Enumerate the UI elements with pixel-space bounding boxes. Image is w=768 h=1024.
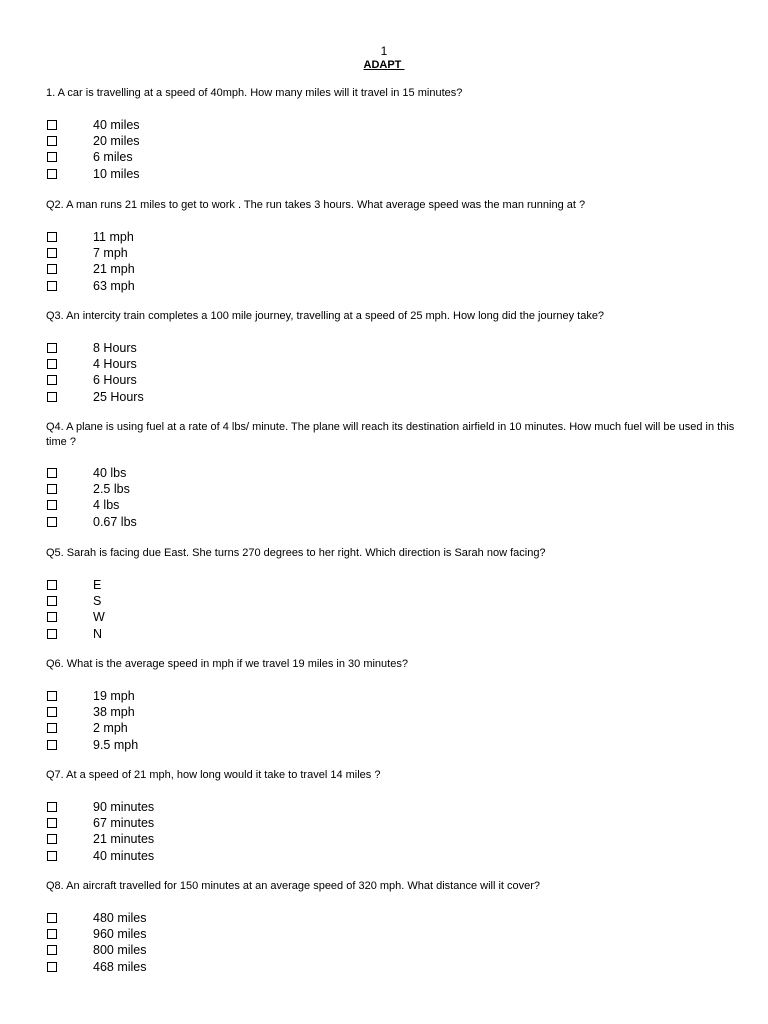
- option-label: 21 minutes: [93, 832, 155, 847]
- answer-option-q7-3[interactable]: [46, 831, 346, 847]
- answer-option-q8-1[interactable]: [46, 910, 346, 926]
- answer-option-q4-1[interactable]: [46, 465, 346, 481]
- checkbox[interactable]: [47, 169, 57, 179]
- checkbox[interactable]: [47, 945, 57, 955]
- checkbox[interactable]: [47, 248, 57, 258]
- checkbox[interactable]: [47, 596, 57, 606]
- option-label: 4 lbs: [93, 498, 120, 513]
- option-label: 8 Hours: [93, 341, 137, 355]
- checkbox[interactable]: [47, 264, 57, 274]
- checkbox[interactable]: [47, 802, 57, 812]
- checkbox[interactable]: [47, 232, 57, 242]
- option-label: 800 miles: [93, 943, 147, 958]
- checkbox[interactable]: [47, 375, 57, 385]
- question-text-6: Q6. What is the average speed in mph if we travel 19 miles in 30 minutes?: [46, 658, 408, 670]
- option-label: 480 miles: [93, 911, 147, 925]
- answer-option-q8-2[interactable]: [46, 926, 346, 942]
- answer-option-q7-4[interactable]: [46, 848, 346, 864]
- checkbox[interactable]: [47, 740, 57, 750]
- option-label: 0.67 lbs: [93, 514, 137, 529]
- checkbox[interactable]: [47, 484, 57, 494]
- checkbox[interactable]: [47, 580, 57, 590]
- answer-option-q6-2[interactable]: [46, 704, 346, 720]
- checkbox[interactable]: [47, 392, 57, 402]
- checkbox[interactable]: [47, 723, 57, 733]
- answer-option-q6-3[interactable]: [46, 720, 346, 736]
- option-label: 960 miles: [93, 927, 147, 942]
- option-label: 7 mph: [93, 246, 128, 261]
- checkbox[interactable]: [47, 707, 57, 717]
- answer-option-q5-3[interactable]: [46, 609, 346, 625]
- option-label: 63 mph: [93, 278, 135, 293]
- checkbox[interactable]: [47, 612, 57, 622]
- answer-option-q1-2[interactable]: [46, 133, 346, 149]
- option-label: 67 minutes: [93, 816, 155, 831]
- question-text-7: Q7. At a speed of 21 mph, how long would it take to travel 14 miles ?: [46, 769, 381, 781]
- checkbox[interactable]: [47, 929, 57, 939]
- option-label: 6 miles: [93, 150, 133, 165]
- answer-option-q1-1[interactable]: [46, 117, 346, 133]
- answer-option-q7-2[interactable]: [46, 815, 346, 831]
- option-label: 4 Hours: [93, 357, 137, 372]
- option-label: 19 mph: [93, 689, 135, 703]
- checkbox[interactable]: [47, 517, 57, 527]
- answer-option-q2-4[interactable]: [46, 278, 346, 294]
- checkbox[interactable]: [47, 851, 57, 861]
- answer-option-q4-3[interactable]: [46, 497, 346, 513]
- question-text-1: 1. A car is travelling at a speed of 40mph. How many miles will it travel in 15 minutes?: [46, 87, 463, 99]
- checkbox[interactable]: [47, 500, 57, 510]
- option-label: 2.5 lbs: [93, 482, 130, 497]
- option-label: E: [93, 578, 102, 592]
- option-label: 11 mph: [93, 230, 134, 244]
- answer-option-q2-1[interactable]: [46, 229, 346, 245]
- answer-option-q4-2[interactable]: [46, 481, 346, 497]
- answer-option-q3-1[interactable]: [46, 340, 346, 356]
- checkbox[interactable]: [47, 962, 57, 972]
- checkbox[interactable]: [47, 629, 57, 639]
- checkbox[interactable]: [47, 152, 57, 162]
- checkbox[interactable]: [47, 120, 57, 130]
- checkbox[interactable]: [47, 136, 57, 146]
- answer-option-q4-4[interactable]: [46, 514, 346, 530]
- checkbox[interactable]: [47, 913, 57, 923]
- answer-option-q1-3[interactable]: [46, 149, 346, 165]
- answer-option-q3-3[interactable]: [46, 372, 346, 388]
- option-label: 468 miles: [93, 959, 147, 974]
- answer-option-q2-3[interactable]: [46, 261, 346, 277]
- question-text-2: Q2. A man runs 21 miles to get to work . The run takes 3 hours. What average speed was the man running at ?: [46, 199, 586, 211]
- answer-option-q7-1[interactable]: [46, 799, 346, 815]
- question-text-5: Q5. Sarah is facing due East. She turns 270 degrees to her right. Which direction is Sarah now facing?: [46, 547, 546, 559]
- answer-option-q8-4[interactable]: [46, 959, 346, 975]
- answer-option-q3-4[interactable]: [46, 389, 346, 405]
- page-number: 1: [380, 44, 388, 58]
- answer-option-q1-4[interactable]: [46, 166, 346, 182]
- answer-option-q6-1[interactable]: [46, 688, 346, 704]
- checkbox[interactable]: [47, 343, 57, 353]
- checkbox[interactable]: [47, 834, 57, 844]
- answer-option-q2-2[interactable]: [46, 245, 346, 261]
- answer-option-q5-4[interactable]: [46, 626, 346, 642]
- option-label: 40 lbs: [93, 466, 127, 480]
- option-label: 40 minutes: [93, 848, 155, 863]
- document-title: ADAPT: [363, 59, 405, 71]
- checkbox[interactable]: [47, 818, 57, 828]
- option-label: S: [93, 594, 102, 609]
- checkbox[interactable]: [47, 281, 57, 291]
- option-label: W: [93, 610, 105, 625]
- question-text-3: Q3. An intercity train completes a 100 mile journey, travelling at a speed of 25 mph. How long did the journey take?: [46, 310, 605, 322]
- checkbox[interactable]: [47, 359, 57, 369]
- question-text-8: Q8. An aircraft travelled for 150 minutes at an average speed of 320 mph. What distance will it cover?: [46, 880, 541, 892]
- option-label: 10 miles: [93, 166, 140, 181]
- option-label: 21 mph: [93, 262, 135, 277]
- answer-option-q5-1[interactable]: [46, 577, 346, 593]
- checkbox[interactable]: [47, 691, 57, 701]
- answer-option-q6-4[interactable]: [46, 737, 346, 753]
- option-label: 6 Hours: [93, 373, 137, 388]
- option-label: 9.5 mph: [93, 737, 139, 752]
- answer-option-q8-3[interactable]: [46, 942, 346, 958]
- answer-option-q5-2[interactable]: [46, 593, 346, 609]
- option-label: 20 miles: [93, 134, 140, 149]
- option-label: 38 mph: [93, 705, 135, 720]
- option-label: 90 minutes: [93, 800, 155, 814]
- checkbox[interactable]: [47, 468, 57, 478]
- option-label: N: [93, 626, 103, 641]
- option-label: 2 mph: [93, 721, 128, 736]
- option-label: 40 miles: [93, 118, 140, 132]
- question-text-4: Q4. A plane is using fuel at a rate of 4 lbs/ minute. The plane will reach its destination airfield in 10 minutes. How much fuel will be used in this time ?: [46, 421, 735, 448]
- answer-option-q3-2[interactable]: [46, 356, 346, 372]
- option-label: 25 Hours: [93, 389, 144, 404]
